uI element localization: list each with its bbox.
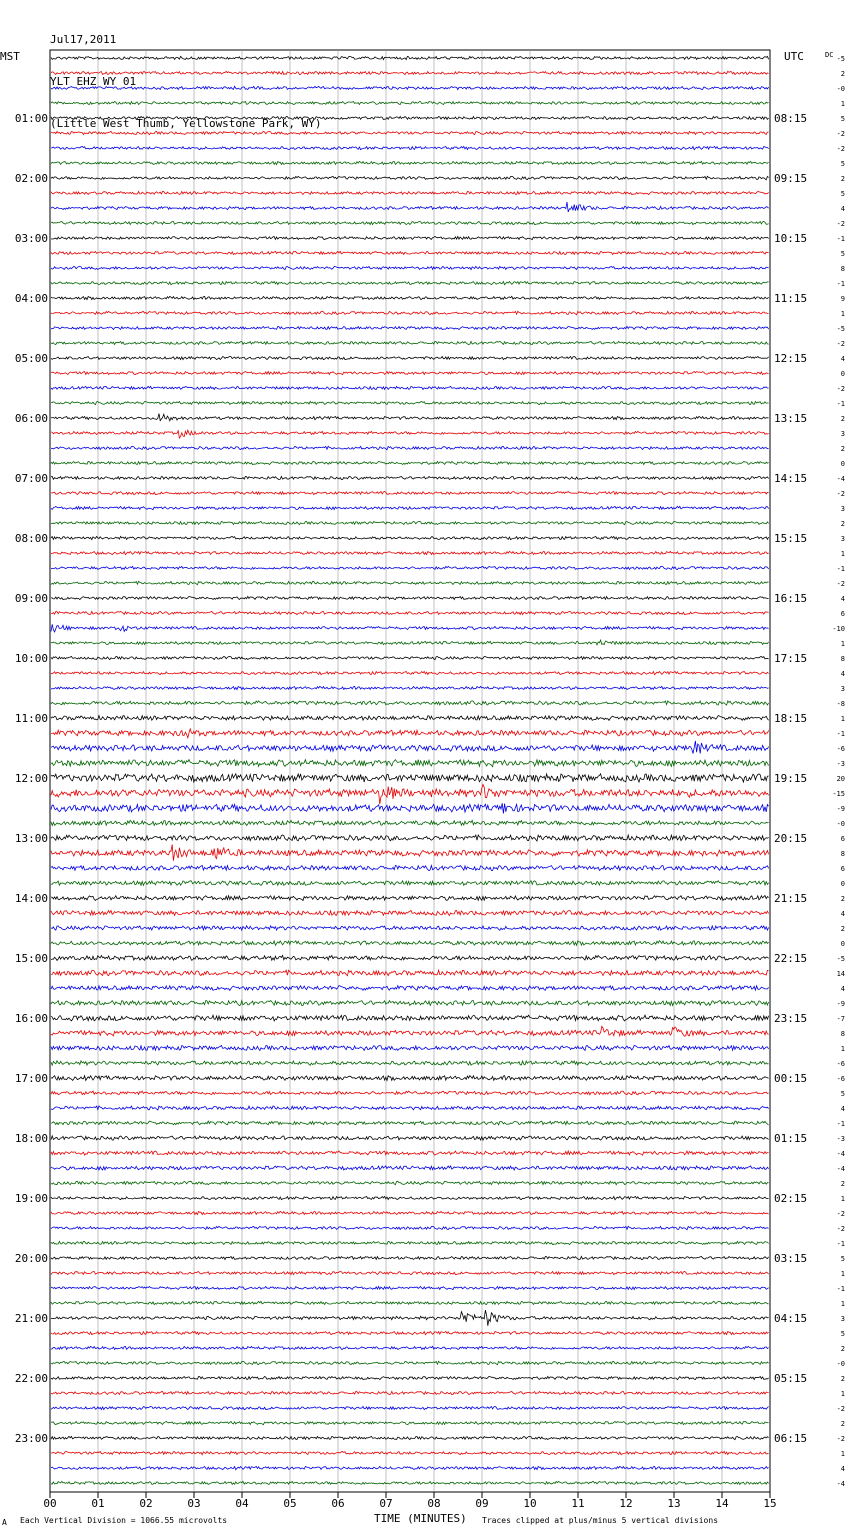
seismic-trace (51, 56, 769, 59)
dc-offset-label: 8 (840, 265, 845, 273)
dc-offset-label: 6 (840, 610, 845, 618)
dc-offset-label: 3 (840, 505, 845, 513)
seismic-trace (51, 729, 769, 738)
right-hour-label: 16:15 (774, 592, 808, 605)
left-hour-label: 08:00 (14, 532, 48, 545)
seismic-trace (51, 1226, 769, 1229)
seismic-trace (51, 1151, 769, 1155)
seismic-trace (51, 1196, 769, 1199)
seismic-trace (51, 131, 769, 134)
seismic-trace (51, 202, 769, 212)
left-hour-label: 21:00 (14, 1312, 48, 1325)
seismic-trace (51, 640, 769, 645)
x-tick-label: 02 (139, 1497, 153, 1510)
dc-offset-label: 1 (840, 1390, 845, 1398)
dc-offset-label: 6 (840, 865, 845, 873)
dc-offset-label: 4 (840, 595, 845, 603)
dc-offset-label: 3 (840, 535, 845, 543)
footer-scale-note: Each Vertical Division = 1066.55 microvolts (20, 1516, 228, 1525)
x-tick-label: 05 (283, 1497, 297, 1510)
seismic-trace (51, 671, 769, 674)
seismic-trace (51, 341, 769, 344)
seismic-trace (51, 686, 769, 689)
dc-offset-label: -4 (836, 1150, 845, 1158)
left-hour-label: 15:00 (14, 952, 48, 965)
right-hour-label: 03:15 (774, 1252, 808, 1265)
right-hour-label: 11:15 (774, 292, 808, 305)
left-hour-label: 17:00 (14, 1072, 48, 1085)
seismic-trace (51, 476, 769, 479)
right-hour-label: 12:15 (774, 352, 808, 365)
seismic-trace (51, 896, 769, 901)
dc-offset-label: -2 (836, 385, 845, 393)
dc-offset-label: -1 (836, 400, 845, 408)
dc-offset-label: 2 (840, 895, 845, 903)
dc-offset-label: 5 (840, 1330, 845, 1338)
left-hour-label: 16:00 (14, 1012, 48, 1025)
dc-offset-label: 4 (840, 1465, 845, 1473)
seismic-trace (51, 1301, 769, 1304)
dc-offset-label: 5 (840, 115, 845, 123)
x-tick-label: 06 (331, 1497, 345, 1510)
seismic-trace (51, 656, 769, 659)
left-hour-label: 07:00 (14, 472, 48, 485)
seismic-trace (51, 1121, 769, 1125)
seismic-trace (51, 1076, 769, 1081)
seismic-trace (51, 866, 769, 871)
seismic-trace (51, 1421, 769, 1424)
dc-offset-label: -4 (836, 1165, 845, 1173)
x-tick-label: 11 (571, 1497, 585, 1510)
seismic-trace (51, 1310, 769, 1326)
x-tick-label: 08 (427, 1497, 441, 1510)
dc-offset-label: -5 (836, 955, 845, 963)
dc-offset-label: -1 (836, 280, 845, 288)
dc-offset-label: 4 (840, 985, 845, 993)
left-hour-label: 23:00 (14, 1432, 48, 1445)
seismic-trace (51, 446, 769, 449)
seismic-trace (51, 357, 769, 360)
seismic-trace (51, 492, 769, 495)
footer-mark: A (2, 1518, 7, 1527)
dc-offset-label: 6 (840, 835, 845, 843)
left-hour-label: 04:00 (14, 292, 48, 305)
dc-offset-label: -2 (836, 1405, 845, 1413)
right-hour-label: 01:15 (774, 1132, 808, 1145)
left-hour-label: 12:00 (14, 772, 48, 785)
seismic-trace (51, 1466, 769, 1469)
dc-offset-label: -15 (832, 790, 845, 798)
dc-offset-label: 5 (840, 250, 845, 258)
seismic-trace (51, 803, 769, 813)
seismic-trace (51, 1346, 769, 1349)
dc-offset-label: 2 (840, 445, 845, 453)
dc-offset-label: -2 (836, 130, 845, 138)
seismic-trace (51, 785, 769, 805)
dc-offset-label: -3 (836, 760, 845, 768)
seismic-trace (51, 251, 769, 254)
dc-offset-label: 3 (840, 1315, 845, 1323)
seismic-trace (51, 701, 769, 705)
seismic-trace (51, 222, 769, 225)
dc-offset-label: 0 (840, 940, 845, 948)
dc-offset-label: 2 (840, 1345, 845, 1353)
left-hour-label: 11:00 (14, 712, 48, 725)
dc-offset-label: 5 (840, 160, 845, 168)
dc-offset-label: 0 (840, 880, 845, 888)
dc-offset-label: 3 (840, 430, 845, 438)
dc-offset-label: -1 (836, 730, 845, 738)
seismic-trace (51, 1136, 769, 1140)
left-hour-label: 09:00 (14, 592, 48, 605)
seismic-trace (51, 281, 769, 284)
seismic-trace (51, 1481, 769, 1484)
left-hour-label: 22:00 (14, 1372, 48, 1385)
dc-offset-label: -2 (836, 580, 845, 588)
left-hour-label: 18:00 (14, 1132, 48, 1145)
left-hour-label: 19:00 (14, 1192, 48, 1205)
dc-offset-label: -1 (836, 1120, 845, 1128)
right-hour-label: 08:15 (774, 112, 808, 125)
seismic-trace (51, 611, 769, 614)
seismic-trace (51, 326, 769, 329)
left-hour-label: 03:00 (14, 232, 48, 245)
dc-offset-label: 1 (840, 310, 845, 318)
x-axis-label: TIME (MINUTES) (374, 1512, 467, 1525)
seismic-trace (51, 835, 769, 841)
dc-offset-label: 3 (840, 685, 845, 693)
dc-offset-label: -5 (836, 55, 845, 63)
dc-offset-label: 2 (840, 520, 845, 528)
dc-offset-label: 1 (840, 1045, 845, 1053)
dc-offset-label: -5 (836, 325, 845, 333)
left-axis-title: MST (0, 50, 20, 63)
seismic-trace (51, 101, 769, 104)
left-hour-label: 20:00 (14, 1252, 48, 1265)
right-hour-label: 10:15 (774, 232, 808, 245)
dc-offset-label: -2 (836, 1210, 845, 1218)
seismic-trace (51, 71, 769, 74)
dc-offset-label: 4 (840, 1105, 845, 1113)
right-hour-label: 23:15 (774, 1012, 808, 1025)
dc-offset-label: 1 (840, 1450, 845, 1458)
seismic-trace (51, 1091, 769, 1095)
right-hour-label: 20:15 (774, 832, 808, 845)
dc-offset-label: -2 (836, 220, 845, 228)
dc-offset-label: -9 (836, 1000, 845, 1008)
seismic-trace (51, 986, 769, 991)
dc-offset-label: -9 (836, 805, 845, 813)
dc-offset-label: 8 (840, 850, 845, 858)
seismic-trace (51, 1001, 769, 1006)
dc-offset-label: 1 (840, 715, 845, 723)
seismic-trace (51, 1361, 769, 1364)
left-hour-label: 06:00 (14, 412, 48, 425)
seismic-trace (51, 1181, 769, 1184)
dc-offset-label: -2 (836, 1225, 845, 1233)
dc-offset-label: 1 (840, 1270, 845, 1278)
dc-offset-label: 4 (840, 910, 845, 918)
seismic-trace (51, 430, 769, 438)
seismic-trace (51, 1391, 769, 1394)
seismic-trace (51, 1241, 769, 1244)
seismic-trace (51, 741, 769, 754)
dc-offset-label: 20 (836, 775, 845, 783)
dc-offset-label: 1 (840, 640, 845, 648)
right-hour-label: 02:15 (774, 1192, 808, 1205)
right-hour-label: 09:15 (774, 172, 808, 185)
plot-frame (50, 50, 770, 1492)
seismic-trace (51, 401, 769, 404)
left-hour-label: 10:00 (14, 652, 48, 665)
dc-offset-label: 2 (840, 925, 845, 933)
dc-offset-label: 2 (840, 1375, 845, 1383)
dc-offset-label: 2 (840, 70, 845, 78)
seismic-trace (51, 926, 769, 931)
right-axis-title: UTC (784, 50, 804, 63)
dc-offset-label: -0 (836, 820, 845, 828)
seismic-trace (51, 1061, 769, 1066)
seismic-trace (51, 1272, 769, 1275)
seismic-trace (51, 191, 769, 194)
seismic-trace (51, 176, 769, 179)
dc-offset-label: 1 (840, 1300, 845, 1308)
seismic-trace (51, 1407, 769, 1410)
seismic-trace (51, 1015, 769, 1021)
header-date: Jul17,2011 (50, 33, 117, 46)
dc-offset-label: 4 (840, 205, 845, 213)
seismic-trace (51, 296, 769, 299)
right-hour-label: 22:15 (774, 952, 808, 965)
dc-offset-label: 8 (840, 1030, 845, 1038)
seismic-trace (51, 237, 769, 240)
seismic-trace (51, 161, 769, 164)
dc-offset-label: 1 (840, 1195, 845, 1203)
right-hour-label: 21:15 (774, 892, 808, 905)
right-hour-label: 00:15 (774, 1072, 808, 1085)
seismic-trace (51, 1287, 769, 1290)
right-hour-label: 14:15 (774, 472, 808, 485)
dc-offset-label: 4 (840, 670, 845, 678)
dc-offset-label: -2 (836, 1435, 845, 1443)
right-hour-label: 15:15 (774, 532, 808, 545)
x-tick-label: 14 (715, 1497, 729, 1510)
seismic-trace (51, 596, 769, 599)
left-hour-label: 14:00 (14, 892, 48, 905)
dc-offset-label: 1 (840, 550, 845, 558)
right-hour-label: 17:15 (774, 652, 808, 665)
seismic-trace (51, 881, 769, 886)
left-hour-label: 13:00 (14, 832, 48, 845)
seismic-trace (51, 117, 769, 120)
seismic-trace (51, 1211, 769, 1214)
dc-axis-title: DC (825, 51, 834, 59)
dc-offset-label: 1 (840, 100, 845, 108)
x-tick-label: 07 (379, 1497, 393, 1510)
seismic-trace (51, 536, 769, 539)
x-tick-label: 13 (667, 1497, 681, 1510)
seismic-trace (51, 372, 769, 375)
x-tick-label: 10 (523, 1497, 537, 1510)
dc-offset-label: -3 (836, 1135, 845, 1143)
dc-offset-label: -10 (832, 625, 845, 633)
seismic-trace (51, 1026, 769, 1036)
seismic-trace (51, 581, 769, 584)
seismic-trace (51, 506, 769, 509)
seismic-trace (51, 86, 769, 89)
x-tick-label: 01 (91, 1497, 105, 1510)
dc-offset-label: 5 (840, 190, 845, 198)
dc-offset-label: 0 (840, 370, 845, 378)
dc-offset-label: -2 (836, 145, 845, 153)
dc-offset-label: 9 (840, 295, 845, 303)
dc-offset-label: -7 (836, 1015, 845, 1023)
dc-offset-label: -1 (836, 1285, 845, 1293)
seismic-trace (51, 521, 769, 524)
footer-clip-note: Traces clipped at plus/minus 5 vertical divisions (482, 1516, 719, 1525)
x-tick-label: 15 (763, 1497, 777, 1510)
header-station: YLT EHZ WY 01 (50, 75, 137, 88)
seismic-trace (51, 1331, 769, 1334)
dc-offset-label: 4 (840, 355, 845, 363)
seismic-trace (51, 716, 769, 721)
seismic-trace (51, 820, 769, 825)
x-tick-label: 00 (43, 1497, 57, 1510)
seismic-trace (51, 774, 769, 782)
right-hour-label: 06:15 (774, 1432, 808, 1445)
seismic-trace (51, 955, 769, 960)
dc-offset-label: -1 (836, 235, 845, 243)
dc-offset-label: 2 (840, 175, 845, 183)
seismic-trace (51, 1376, 769, 1379)
seismic-trace (51, 566, 769, 569)
seismic-trace (51, 1256, 769, 1259)
dc-offset-label: 5 (840, 1255, 845, 1263)
seismic-trace (51, 266, 769, 269)
right-hour-label: 04:15 (774, 1312, 808, 1325)
seismic-trace (51, 414, 769, 421)
dc-offset-label: 0 (840, 460, 845, 468)
right-hour-label: 13:15 (774, 412, 808, 425)
dc-offset-label: -2 (836, 490, 845, 498)
seismic-trace (51, 624, 769, 632)
seismic-trace (51, 941, 769, 946)
left-hour-label: 02:00 (14, 172, 48, 185)
dc-offset-label: 14 (836, 970, 845, 978)
dc-offset-label: 2 (840, 415, 845, 423)
dc-offset-label: -6 (836, 745, 845, 753)
x-tick-label: 12 (619, 1497, 633, 1510)
left-hour-label: 05:00 (14, 352, 48, 365)
seismic-trace (51, 461, 769, 464)
seismic-trace (51, 311, 769, 314)
x-tick-label: 03 (187, 1497, 201, 1510)
left-hour-label: 01:00 (14, 112, 48, 125)
dc-offset-label: -6 (836, 1060, 845, 1068)
dc-offset-label: 2 (840, 1180, 845, 1188)
dc-offset-label: -1 (836, 1240, 845, 1248)
dc-offset-label: 2 (840, 1420, 845, 1428)
dc-offset-label: -0 (836, 1360, 845, 1368)
dc-offset-label: -4 (836, 1480, 845, 1488)
right-hour-label: 05:15 (774, 1372, 808, 1385)
seismic-trace (51, 845, 769, 861)
dc-offset-label: -8 (836, 700, 845, 708)
header-location: (Little West Thumb, Yellowstone Park, WY) (50, 117, 322, 130)
seismic-trace (51, 760, 769, 767)
seismic-trace (51, 910, 769, 915)
dc-offset-label: -6 (836, 1075, 845, 1083)
seismic-trace (51, 970, 769, 976)
x-tick-label: 04 (235, 1497, 249, 1510)
dc-offset-label: -2 (836, 340, 845, 348)
right-hour-label: 19:15 (774, 772, 808, 785)
seismic-trace (51, 386, 769, 389)
dc-offset-label: -1 (836, 565, 845, 573)
dc-offset-label: 5 (840, 1090, 845, 1098)
seismic-trace (51, 1451, 769, 1454)
seismic-trace (51, 1436, 769, 1439)
dc-offset-label: 8 (840, 655, 845, 663)
seismic-trace (51, 1106, 769, 1110)
seismic-trace (51, 146, 769, 149)
dc-offset-label: -4 (836, 475, 845, 483)
seismic-trace (51, 551, 769, 554)
seismic-trace (51, 1166, 769, 1170)
right-hour-label: 18:15 (774, 712, 808, 725)
dc-offset-label: -0 (836, 85, 845, 93)
x-tick-label: 09 (475, 1497, 489, 1510)
seismic-trace (51, 1045, 769, 1050)
